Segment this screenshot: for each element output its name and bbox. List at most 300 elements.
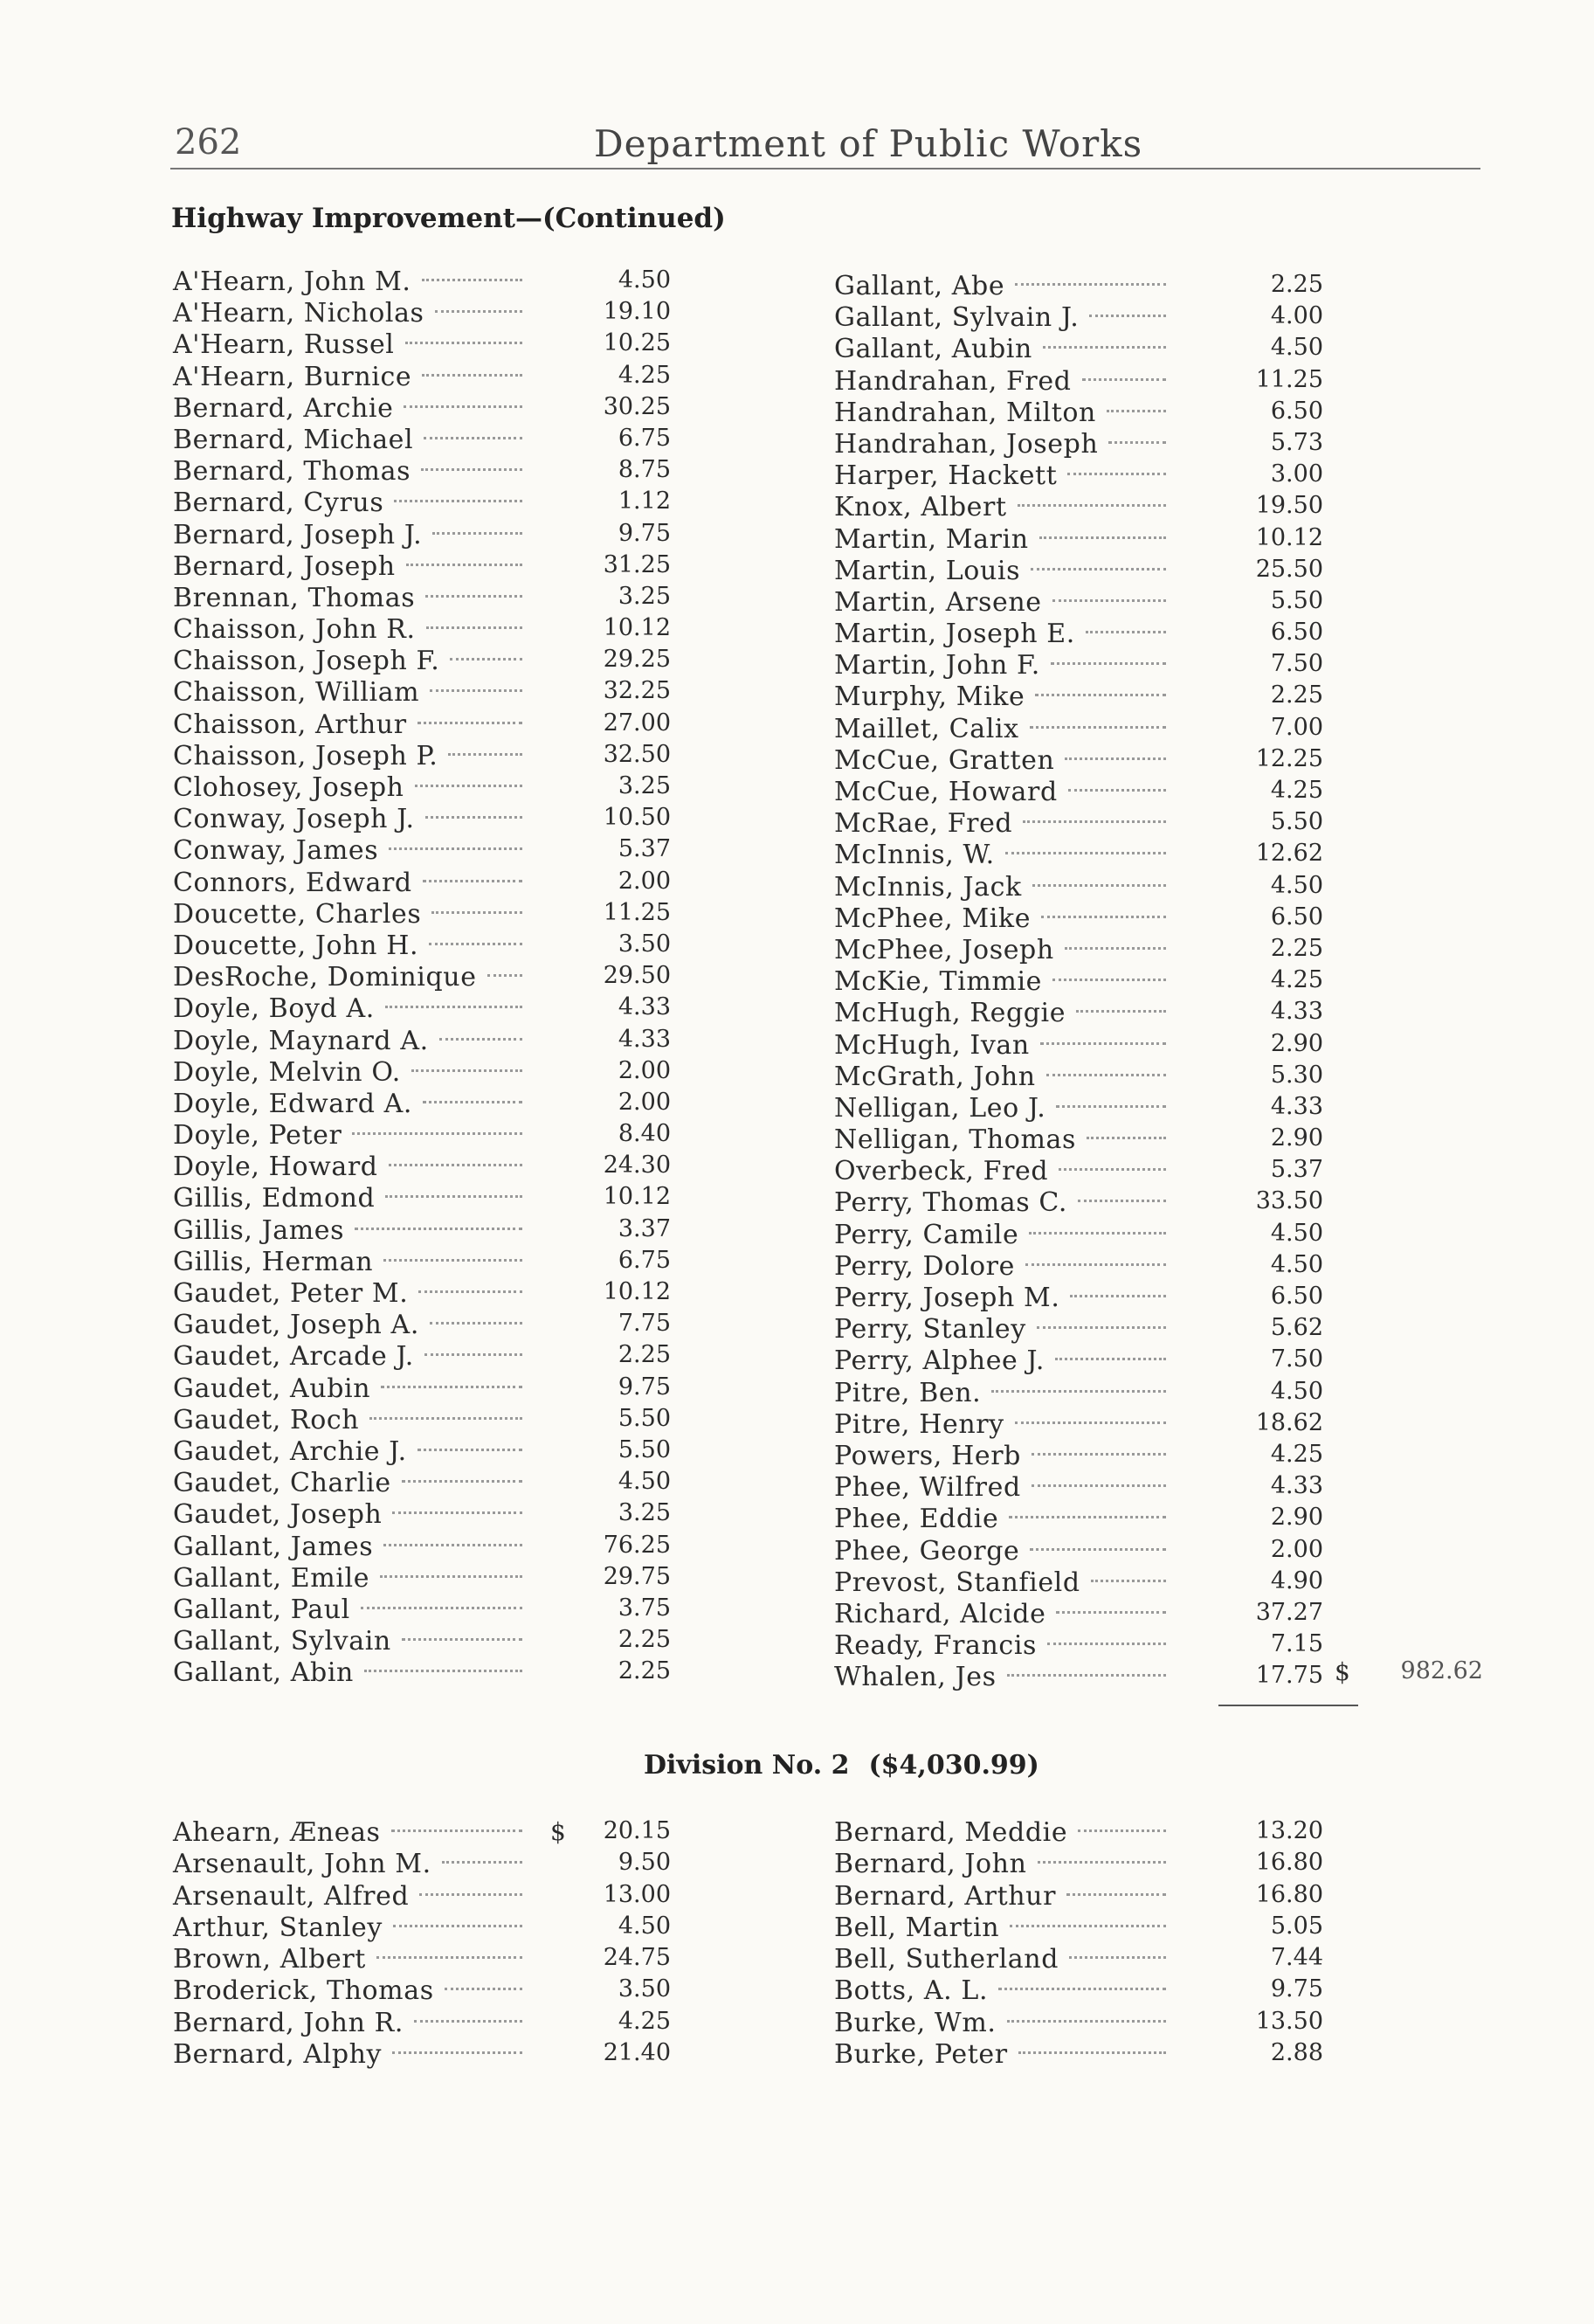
dot-leader [430, 1322, 522, 1325]
list-item [834, 398, 1323, 429]
payee-name: Gallant, Abin [173, 1657, 354, 1689]
dot-leader [1056, 1611, 1166, 1614]
payee-amount: 2.00 [618, 1056, 671, 1084]
dot-leader [998, 1988, 1166, 1990]
payee-name: Pitre, Henry [834, 1408, 1004, 1440]
dot-leader [389, 847, 522, 850]
dot-leader [1082, 378, 1166, 381]
list-item [834, 1093, 1323, 1124]
payee-name: Ready, Francis [834, 1630, 1038, 1662]
payee-name: Perry, Dolore [834, 1250, 1015, 1282]
list-item [834, 872, 1323, 903]
list-item [173, 266, 680, 298]
list-item [173, 2039, 680, 2071]
list-item [173, 1657, 680, 1689]
running-title: Department of Public Works [594, 122, 1143, 165]
dot-leader [1069, 1956, 1166, 1959]
payee-name: Nelligan, Thomas [834, 1124, 1076, 1156]
dot-leader [364, 1670, 522, 1672]
payee-name: Ahearn, Æneas [173, 1817, 381, 1848]
payee-name: Bernard, Cyrus [173, 488, 384, 519]
list-item [834, 429, 1323, 460]
payee-name: Connors, Edward [173, 867, 412, 898]
dot-leader [1007, 2020, 1166, 2023]
dot-leader [1091, 1580, 1166, 1582]
payee-amount: 37.27 [1255, 1598, 1323, 1626]
payee-amount: 6.50 [1270, 1283, 1323, 1310]
payee-amount: 2.00 [1270, 1535, 1323, 1563]
list-item [173, 646, 680, 677]
list-item [834, 1567, 1323, 1599]
dot-leader [1108, 441, 1166, 444]
dot-leader [1076, 1010, 1166, 1013]
dot-leader [383, 1544, 522, 1546]
payee-name: Doyle, Boyd A. [173, 993, 375, 1025]
dot-leader [417, 722, 522, 724]
payee-column-4 [834, 1817, 1323, 2071]
list-item [834, 1156, 1323, 1187]
payee-name: McGrath, John [834, 1061, 1036, 1092]
dot-leader [1032, 1453, 1166, 1456]
dot-leader [423, 880, 522, 882]
payee-name: Gaudet, Joseph [173, 1499, 383, 1531]
payee-amount: 31.25 [603, 550, 671, 578]
list-item [173, 488, 680, 519]
payee-name: Gillis, James [173, 1214, 345, 1246]
payee-name: Doucette, John H. [173, 930, 419, 961]
list-item [834, 1345, 1323, 1377]
payee-amount: 11.25 [603, 898, 671, 926]
payee-name: Gillis, Edmond [173, 1183, 376, 1214]
dot-leader [442, 1861, 522, 1864]
dot-leader [383, 1259, 522, 1262]
payee-amount: 20.15 [603, 1817, 671, 1844]
list-item [834, 1283, 1323, 1314]
payee-name: Phee, Eddie [834, 1504, 999, 1535]
payee-amount: 2.25 [618, 1657, 671, 1685]
section-heading [171, 203, 726, 234]
list-item [173, 425, 680, 456]
section-title: Highway Improvement [171, 203, 515, 234]
dot-leader [404, 405, 522, 408]
payee-name: Perry, Camile [834, 1219, 1019, 1250]
dot-leader [432, 532, 522, 535]
list-item [834, 777, 1323, 808]
payee-name: Brown, Albert [173, 1944, 366, 1975]
list-item [834, 1817, 1323, 1849]
list-item [834, 1975, 1323, 2007]
payee-name: Doyle, Peter [173, 1120, 342, 1152]
dot-leader [1047, 1643, 1166, 1645]
payee-name: Gallant, Abe [834, 271, 1005, 301]
payee-name: Bernard, Michael [173, 424, 414, 455]
list-item [173, 2008, 680, 2039]
dot-leader [1032, 1484, 1166, 1487]
payee-amount: 4.50 [618, 1468, 671, 1496]
list-item [834, 1062, 1323, 1093]
list-item [173, 1594, 680, 1626]
payee-amount: 7.50 [1270, 650, 1323, 678]
section-continued: —(Continued) [514, 203, 726, 234]
payee-amount: 29.25 [603, 646, 671, 674]
list-item [834, 1220, 1323, 1251]
list-item [173, 1120, 680, 1152]
dot-leader [424, 1353, 522, 1356]
payee-name: Martin, Joseph E. [834, 619, 1075, 650]
payee-amount: 29.75 [603, 1562, 671, 1590]
list-item [173, 899, 680, 930]
dot-leader [1038, 1861, 1166, 1864]
dot-leader [1030, 726, 1166, 729]
list-item [834, 1536, 1323, 1567]
dot-leader [450, 658, 522, 661]
dot-leader [381, 1386, 522, 1388]
dot-leader [1037, 1326, 1166, 1329]
dot-leader [1056, 1105, 1166, 1108]
list-item [173, 1215, 680, 1247]
dot-leader [1089, 315, 1166, 317]
payee-name: Bernard, John [834, 1849, 1027, 1880]
list-item [173, 1310, 680, 1341]
list-item [173, 772, 680, 804]
payee-name: McHugh, Ivan [834, 1029, 1030, 1061]
dot-leader [1018, 504, 1166, 507]
payee-name: Arsenault, John M. [173, 1849, 431, 1880]
payee-name: McPhee, Joseph [834, 934, 1054, 965]
section-total-amount: 982.62 [1400, 1657, 1483, 1684]
header-rule [170, 168, 1480, 169]
payee-amount: 7.15 [1270, 1630, 1323, 1658]
dot-leader [406, 564, 522, 566]
payee-amount: 9.75 [618, 1373, 671, 1401]
list-item [173, 456, 680, 488]
dot-leader [380, 1575, 522, 1578]
payee-amount: 6.50 [1270, 903, 1323, 930]
dot-leader [429, 943, 522, 945]
payee-name: Overbeck, Fred [834, 1156, 1049, 1187]
dot-leader [423, 1101, 522, 1103]
payee-name: A'Hearn, Burnice [173, 361, 412, 392]
payee-amount: 2.25 [1270, 934, 1323, 962]
dot-leader [424, 437, 522, 439]
payee-name: A'Hearn, Russel [173, 329, 395, 361]
list-item [834, 556, 1323, 587]
payee-name: Clohosey, Joseph [173, 772, 404, 803]
list-item [834, 1187, 1323, 1219]
dot-leader [1015, 1421, 1166, 1424]
payee-name: McCue, Gratten [834, 744, 1055, 776]
payee-name: Burke, Wm. [834, 2007, 997, 2038]
list-item [173, 520, 680, 551]
payee-amount: 1.12 [618, 488, 671, 515]
dot-leader [369, 1417, 522, 1420]
payee-column-3 [173, 1817, 680, 2071]
list-item [173, 1626, 680, 1657]
list-item [834, 1251, 1323, 1283]
payee-name: Handrahan, Milton [834, 397, 1096, 428]
list-item [173, 1341, 680, 1373]
total-rule [1218, 1705, 1358, 1706]
payee-amount: 4.25 [1270, 966, 1323, 994]
list-item [834, 587, 1323, 619]
payee-amount: 2.90 [1270, 1029, 1323, 1057]
payee-column-2 [834, 271, 1323, 1693]
dot-leader [991, 1390, 1166, 1393]
payee-amount: 30.25 [603, 392, 671, 420]
dot-leader [1066, 1893, 1166, 1896]
list-item [834, 1599, 1323, 1630]
section-total-currency: $ [1335, 1657, 1350, 1686]
payee-amount: 2.00 [618, 867, 671, 895]
dot-leader [1068, 789, 1166, 792]
payee-amount: 3.25 [618, 1499, 671, 1527]
payee-amount: 8.40 [618, 1120, 671, 1148]
dot-leader [1067, 473, 1166, 475]
payee-name: Pitre, Ben. [834, 1377, 982, 1408]
list-item [834, 1409, 1323, 1441]
payee-amount: 4.25 [1270, 777, 1323, 804]
payee-name: Bernard, Joseph J. [173, 519, 423, 550]
payee-amount: 2.90 [1270, 1124, 1323, 1152]
list-item [173, 804, 680, 835]
dot-leader [1029, 1232, 1166, 1235]
payee-name: Perry, Alphee J. [834, 1345, 1045, 1377]
payee-amount: 3.50 [618, 930, 671, 958]
payee-name: Doyle, Maynard A. [173, 1025, 429, 1056]
payee-name: A'Hearn, John M. [173, 266, 411, 297]
payee-amount: 2.25 [618, 1341, 671, 1369]
dot-leader [402, 1480, 522, 1483]
list-item [173, 1849, 680, 1880]
dot-leader [1039, 536, 1166, 539]
payee-name: Chaisson, John R. [173, 614, 416, 646]
payee-amount: 10.12 [603, 1183, 671, 1211]
currency-sign: $ [550, 1817, 566, 1846]
payee-name: Perry, Thomas C. [834, 1187, 1067, 1219]
payee-amount: 7.00 [1270, 713, 1323, 741]
dot-leader [1041, 916, 1166, 918]
list-item [834, 492, 1323, 523]
payee-name: Chaisson, Arthur [173, 709, 407, 740]
list-item [173, 329, 680, 361]
list-item [173, 583, 680, 614]
dot-leader [1052, 599, 1166, 602]
payee-amount: 12.62 [1255, 840, 1323, 868]
payee-amount: 32.50 [603, 740, 671, 768]
list-item [173, 1912, 680, 1944]
list-item [834, 903, 1323, 935]
payee-amount: 6.75 [618, 1246, 671, 1274]
list-item [834, 1030, 1323, 1062]
payee-amount: 6.75 [618, 424, 671, 452]
payee-amount: 4.50 [1270, 1250, 1323, 1278]
payee-amount: 8.75 [618, 456, 671, 484]
payee-name: Whalen, Jes [834, 1662, 997, 1693]
payee-amount: 24.75 [603, 1944, 671, 1972]
list-item [173, 868, 680, 899]
dot-leader [402, 1638, 522, 1641]
payee-amount: 5.62 [1270, 1314, 1323, 1342]
payee-name: Martin, Arsene [834, 586, 1042, 618]
payee-amount: 7.44 [1270, 1944, 1323, 1972]
payee-name: Knox, Albert [834, 492, 1007, 523]
payee-name: Handrahan, Fred [834, 365, 1072, 397]
payee-amount: 4.33 [1270, 1472, 1323, 1500]
list-item [834, 334, 1323, 365]
dot-leader [422, 374, 522, 377]
payee-name: Phee, George [834, 1535, 1020, 1567]
payee-amount: 2.25 [618, 1626, 671, 1654]
payee-name: DesRoche, Dominique [173, 962, 477, 993]
payee-amount: 16.80 [1255, 1880, 1323, 1908]
payee-amount: 32.25 [603, 677, 671, 705]
list-item [173, 835, 680, 867]
payee-name: Chaisson, Joseph F. [173, 646, 440, 677]
dot-leader [385, 1195, 522, 1198]
list-item [173, 1436, 680, 1468]
dot-leader [487, 974, 522, 977]
list-item [173, 1881, 680, 1912]
payee-amount: 5.73 [1270, 428, 1323, 456]
list-item [834, 745, 1323, 777]
payee-amount: 33.50 [1255, 1187, 1323, 1215]
payee-amount: 9.50 [618, 1849, 671, 1877]
payee-amount: 5.50 [618, 1435, 671, 1463]
dot-leader [414, 2020, 522, 2023]
dot-leader [1009, 1516, 1166, 1518]
payee-name: McInnis, W. [834, 840, 995, 871]
payee-amount: 2.00 [618, 1088, 671, 1116]
dot-leader [430, 689, 522, 692]
dot-leader [1051, 662, 1166, 665]
payee-amount: 2.25 [1270, 271, 1323, 298]
dot-leader [411, 1069, 522, 1072]
dot-leader [352, 1132, 522, 1135]
dot-leader [393, 1925, 522, 1927]
list-item [834, 1378, 1323, 1409]
page-header [166, 122, 1485, 175]
list-item [173, 677, 680, 709]
list-item [834, 1472, 1323, 1504]
payee-name: Chaisson, Joseph P. [173, 740, 438, 771]
payee-name: McKie, Timmie [834, 966, 1043, 998]
payee-amount: 9.75 [618, 519, 671, 547]
list-item [173, 741, 680, 772]
payee-name: McPhee, Mike [834, 903, 1032, 934]
payee-name: Gallant, Aubin [834, 334, 1032, 365]
list-item [173, 614, 680, 646]
list-item [173, 1944, 680, 1975]
payee-name: Gillis, Herman [173, 1246, 374, 1277]
payee-amount: 5.50 [618, 1404, 671, 1432]
list-item [834, 1504, 1323, 1535]
list-item [834, 1630, 1323, 1662]
payee-name: Gaudet, Peter M. [173, 1278, 409, 1309]
dot-leader [425, 595, 522, 598]
payee-amount: 5.37 [1270, 1156, 1323, 1184]
list-item [834, 966, 1323, 998]
dot-leader [417, 1449, 522, 1451]
dot-leader [1107, 410, 1166, 412]
list-item [834, 2008, 1323, 2039]
payee-name: Bernard, Joseph [173, 550, 396, 582]
division-title: Division No. 2 [644, 1750, 850, 1781]
division-amount: ($4,030.99) [868, 1750, 1039, 1781]
payee-amount: 24.30 [603, 1152, 671, 1179]
list-item [173, 362, 680, 393]
dot-leader [418, 1290, 522, 1293]
payee-amount: 4.50 [1270, 1219, 1323, 1247]
dot-leader [426, 626, 522, 629]
division-heading [644, 1750, 1039, 1781]
dot-leader [392, 1511, 522, 1514]
payee-amount: 4.00 [1270, 302, 1323, 330]
payee-name: Doyle, Howard [173, 1152, 378, 1183]
list-item [834, 1441, 1323, 1472]
list-item [173, 1026, 680, 1057]
dot-leader [445, 1988, 522, 1990]
payee-amount: 12.25 [1255, 744, 1323, 772]
list-item [173, 1152, 680, 1183]
dot-leader [1087, 1137, 1166, 1139]
dot-leader [1086, 631, 1166, 633]
payee-column-1 [173, 266, 680, 1689]
list-item [173, 1817, 680, 1849]
dot-leader [1078, 1829, 1166, 1832]
payee-amount: 7.50 [1270, 1345, 1323, 1373]
payee-name: Bernard, Meddie [834, 1817, 1068, 1848]
payee-amount: 76.25 [603, 1531, 671, 1559]
payee-amount: 6.50 [1270, 619, 1323, 647]
dot-leader [1010, 1925, 1166, 1927]
payee-name: Gaudet, Arcade J. [173, 1341, 414, 1373]
payee-amount: 13.00 [603, 1880, 671, 1908]
dot-leader [435, 310, 522, 313]
dot-leader [448, 753, 522, 756]
payee-name: Gaudet, Charlie [173, 1468, 391, 1499]
payee-amount: 4.33 [618, 1025, 671, 1053]
list-item [173, 1089, 680, 1120]
payee-amount: 3.00 [1270, 460, 1323, 488]
payee-amount: 4.50 [1270, 334, 1323, 362]
payee-amount: 11.25 [1255, 365, 1323, 393]
payee-name: Bernard, Alphy [173, 2039, 383, 2071]
dot-leader [1035, 694, 1166, 696]
payee-amount: 4.50 [1270, 1377, 1323, 1405]
list-item [173, 1975, 680, 2007]
payee-name: Richard, Alcide [834, 1598, 1046, 1629]
list-item [173, 1499, 680, 1531]
payee-amount: 3.37 [618, 1214, 671, 1242]
payee-amount: 27.00 [603, 709, 671, 737]
list-item [173, 1563, 680, 1594]
dot-leader [1025, 1263, 1166, 1266]
dot-leader [394, 500, 522, 502]
dot-leader [1055, 1358, 1166, 1360]
list-item [173, 709, 680, 741]
payee-name: Brennan, Thomas [173, 582, 416, 613]
payee-amount: 3.75 [618, 1594, 671, 1622]
payee-name: Gaudet, Aubin [173, 1373, 371, 1404]
dot-leader [425, 816, 522, 819]
payee-amount: 5.37 [618, 835, 671, 863]
list-item [834, 524, 1323, 556]
payee-name: Murphy, Mike [834, 681, 1025, 713]
payee-name: Maillet, Calix [834, 713, 1019, 744]
dot-leader [421, 468, 522, 471]
payee-name: Prevost, Stanfield [834, 1567, 1080, 1598]
payee-amount: 29.50 [603, 962, 671, 990]
